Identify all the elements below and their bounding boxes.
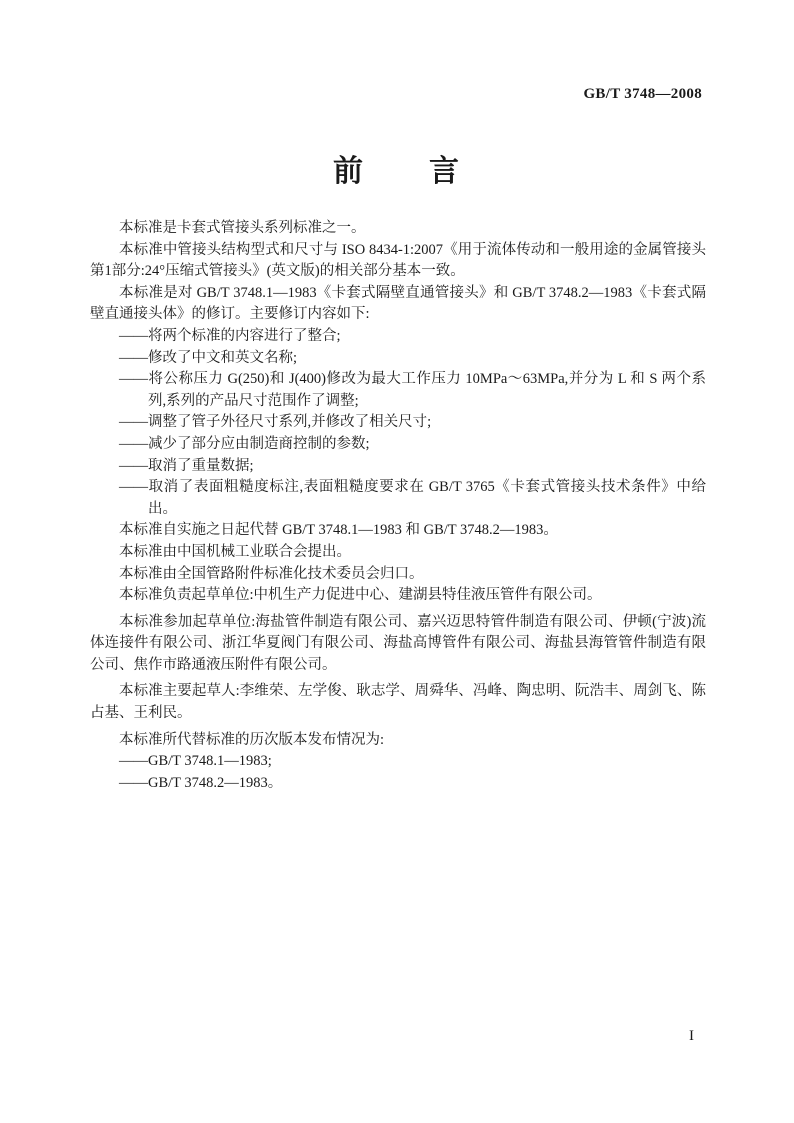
revision-list-item: ——取消了重量数据; [119,457,254,474]
revision-list-item: ——修改了中文和英文名称; [119,349,298,366]
foreword-paragraph: 本标准参加起草单位:海盐管件制造有限公司、嘉兴迈思特管件制造有限公司、伊顿(宁波)流体连接件有限公司、浙江华夏阀门有限公司、海盐高博管件有限公司、海盐县海管管件制造有限公司、焦作市路通液压附件有限公司。 [90,613,706,673]
foreword-paragraph: 本标准自实施之日起代替 GB/T 3748.1—1983 和 GB/T 3748.2—1983。 [119,522,558,539]
foreword-paragraph: 本标准所代替标准的历次版本发布情况为: [119,731,385,748]
foreword-paragraph: 本标准负责起草单位:中机生产力促进中心、建湖县特佳液压管件有限公司。 [119,587,602,604]
foreword-paragraph: 本标准主要起草人:李维荣、左学俊、耿志学、周舜华、冯峰、陶忠明、阮浩丰、周剑飞、陈占基、王利民。 [90,683,706,722]
revision-list-item: ——将两个标准的内容进行了整合; [119,327,341,344]
foreword-paragraph: 本标准由全国管路附件标准化技术委员会归口。 [119,565,424,582]
foreword-paragraph: 本标准中管接头结构型式和尺寸与 ISO 8434-1:2007《用于流体传动和一般用途的金属管接头 第1部分:24°压缩式管接头》(英文版)的相关部分基本一致。 [90,241,721,280]
revision-list-item: ——取消了表面粗糙度标注,表面粗糙度要求在 GB/T 3765《卡套式管接头技术条件》中给出。 [119,479,706,517]
revision-list-item: ——将公称压力 G(250)和 J(400)修改为最大工作压力 10MPa～63MPa,并分为 L 和 S 两个系列,系列的产品尺寸范围作了调整; [119,371,706,409]
revision-list-item: ——调整了管子外径尺寸系列,并修改了相关尺寸; [119,414,432,431]
foreword-paragraph: 本标准是对 GB/T 3748.1—1983《卡套式隔壁直通管接头》和 GB/T 3748.2—1983《卡套式隔壁直通接头体》的修订。主要修订内容如下: [90,284,706,323]
page-number: I [689,1028,694,1044]
previous-edition-item: ——GB/T 3748.1—1983; [119,753,272,770]
revision-list-item: ——减少了部分应由制造商控制的参数; [119,435,370,452]
foreword-content [90,218,721,794]
previous-edition-item: ——GB/T 3748.2—1983。 [119,774,283,791]
foreword-paragraph: 本标准是卡套式管接头系列标准之一。 [119,220,366,236]
standard-code: GB/T 3748—2008 [583,86,702,102]
foreword-title: 前 言 [333,155,461,188]
foreword-paragraph: 本标准由中国机械工业联合会提出。 [119,543,351,560]
